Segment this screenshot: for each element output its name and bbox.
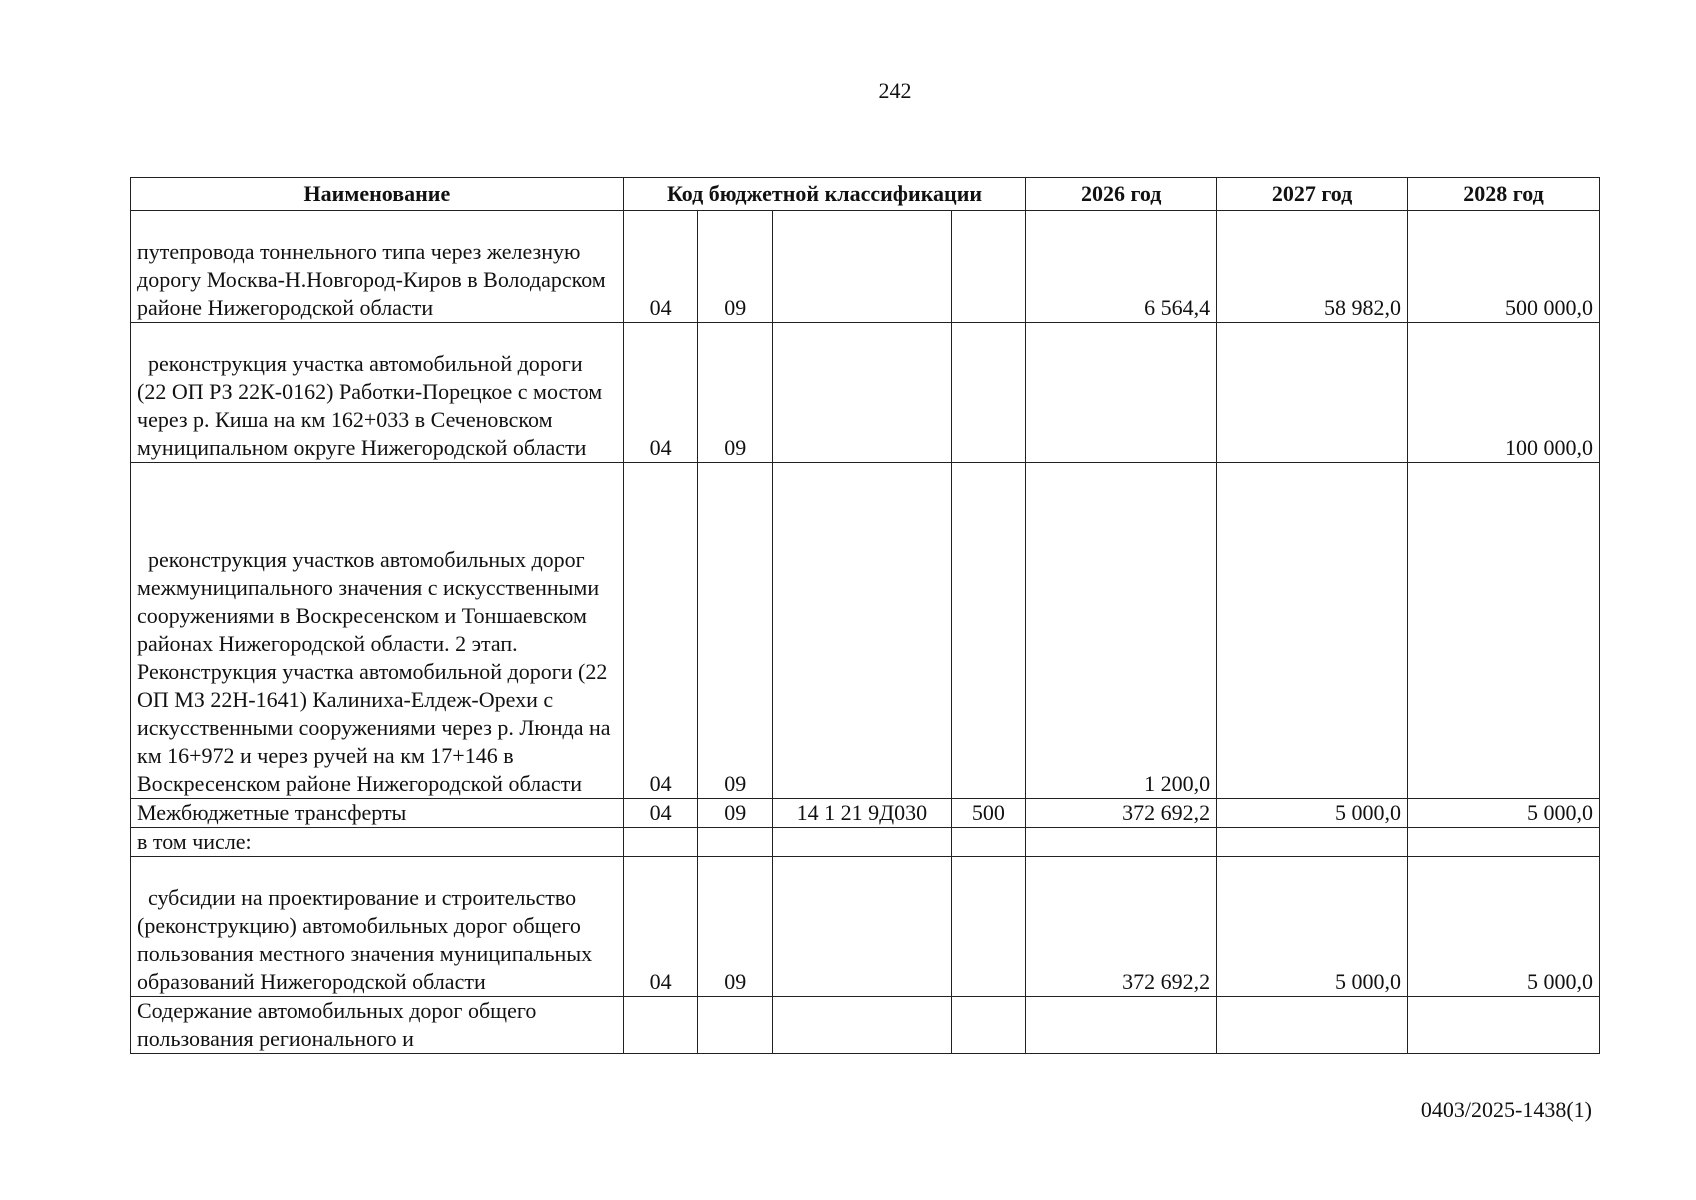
- row-section: 04: [623, 463, 698, 799]
- row-2027: 5 000,0: [1217, 799, 1408, 828]
- row-subsection: 09: [698, 799, 773, 828]
- page-number: 242: [878, 78, 912, 103]
- document-number: 0403/2025-1438(1): [1420, 1097, 1592, 1122]
- header-2027: 2027 год: [1217, 178, 1408, 211]
- row-name: субсидии на проектирование и строительство (реконструкцию) автомобильных дорог общего пользования местного значения муниципальных образований Нижегородской области: [131, 857, 624, 997]
- row-subsection: 09: [698, 463, 773, 799]
- row-section: 04: [623, 211, 698, 323]
- row-section: 04: [623, 799, 698, 828]
- row-2028: 5 000,0: [1408, 857, 1600, 997]
- row-2026: 372 692,2: [1026, 799, 1217, 828]
- row-2028: 500 000,0: [1408, 211, 1600, 323]
- table-row: [131, 997, 1600, 1054]
- table-row: [131, 799, 1600, 828]
- row-name: в том числе:: [131, 828, 624, 857]
- row-section: [623, 997, 698, 1054]
- row-section: 04: [623, 323, 698, 463]
- row-expense-type: [951, 463, 1026, 799]
- row-expense-type: [951, 323, 1026, 463]
- table-row: [131, 211, 1600, 323]
- row-2028: [1408, 463, 1600, 799]
- row-2026: 6 564,4: [1026, 211, 1217, 323]
- header-code: Код бюджетной классификации: [623, 178, 1026, 211]
- table-row: [131, 463, 1600, 799]
- row-target-article: 14 1 21 9Д030: [773, 799, 951, 828]
- table-row: [131, 323, 1600, 463]
- row-target-article: [773, 857, 951, 997]
- row-expense-type: [951, 857, 1026, 997]
- row-2028: 5 000,0: [1408, 799, 1600, 828]
- row-name: Содержание автомобильных дорог общего пользования регионального и: [131, 997, 624, 1054]
- row-expense-type: [951, 211, 1026, 323]
- row-subsection: [698, 828, 773, 857]
- row-2026: 372 692,2: [1026, 857, 1217, 997]
- row-name: путепровода тоннельного типа через железную дорогу Москва-Н.Новгород-Киров в Володарском районе Нижегородской области: [131, 211, 624, 323]
- row-2027: [1217, 323, 1408, 463]
- row-section: 04: [623, 857, 698, 997]
- row-2027: 58 982,0: [1217, 211, 1408, 323]
- header-name: Наименование: [131, 178, 624, 211]
- row-expense-type: [951, 997, 1026, 1054]
- row-target-article: [773, 997, 951, 1054]
- row-2026: [1026, 828, 1217, 857]
- row-2027: [1217, 997, 1408, 1054]
- budget-table: [130, 177, 1600, 1054]
- table-row: [131, 828, 1600, 857]
- row-2026: [1026, 997, 1217, 1054]
- header-2028: 2028 год: [1408, 178, 1600, 211]
- row-name: Межбюджетные трансферты: [131, 799, 624, 828]
- row-2026: 1 200,0: [1026, 463, 1217, 799]
- row-2026: [1026, 323, 1217, 463]
- row-2027: [1217, 463, 1408, 799]
- row-subsection: 09: [698, 857, 773, 997]
- row-name: реконструкция участка автомобильной дороги (22 ОП РЗ 22К-0162) Работки-Порецкое с мостом через р. Киша на км 162+033 в Сеченовском муниципальном округе Нижегородской области: [131, 323, 624, 463]
- row-target-article: [773, 211, 951, 323]
- row-subsection: 09: [698, 211, 773, 323]
- row-expense-type: [951, 828, 1026, 857]
- row-2028: 100 000,0: [1408, 323, 1600, 463]
- row-target-article: [773, 323, 951, 463]
- row-subsection: [698, 997, 773, 1054]
- row-2027: [1217, 828, 1408, 857]
- row-name: реконструкция участков автомобильных дорог межмуниципального значения с искусственными сооружениями в Воскресенском и Тоншаевском районах Нижегородской области. 2 этап. Реконструкция участка автомобильной дороги (22 ОП МЗ 22Н-1641) Калиниха-Елдеж-Орехи с искусственными сооружениями через р. Люнда на км 16+972 и через ручей на км 17+146 в Воскресенском районе Нижегородской области: [131, 463, 624, 799]
- row-subsection: 09: [698, 323, 773, 463]
- header-row: [131, 178, 1600, 211]
- header-2026: 2026 год: [1026, 178, 1217, 211]
- row-2028: [1408, 997, 1600, 1054]
- row-2027: 5 000,0: [1217, 857, 1408, 997]
- row-target-article: [773, 828, 951, 857]
- row-section: [623, 828, 698, 857]
- table-row: [131, 857, 1600, 997]
- row-2028: [1408, 828, 1600, 857]
- row-target-article: [773, 463, 951, 799]
- row-expense-type: 500: [951, 799, 1026, 828]
